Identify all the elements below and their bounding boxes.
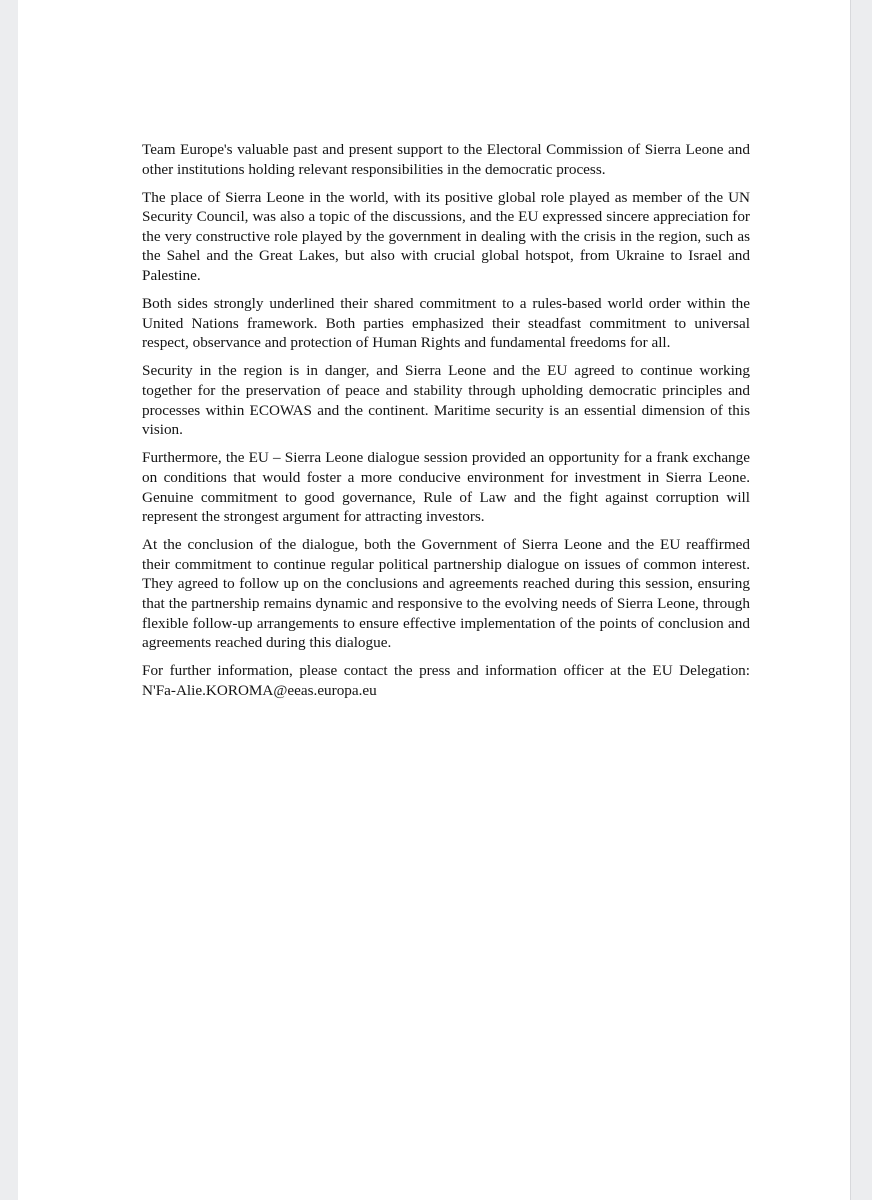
paragraph-contact: For further information, please contact the press and information officer at the EU Delegation: N'Fa-Alie.KOROMA@eeas.europa.eu — [142, 662, 750, 699]
paragraph-electoral-support: Team Europe's valuable past and present support to the Electoral Commission of Sierra Leone and other institutions holding relevant responsibilities in the democratic process. — [142, 141, 750, 178]
paragraph-global-role: The place of Sierra Leone in the world, with its positive global role played as member of the UN Security Council, was also a topic of the discussions, and the EU expressed sincere appreciation for the very constructive role played by the government in dealing with the crisis in the region, such as the Sahel and the Great Lakes, but also with crucial global hotspot, from Ukraine to Israel and Palestine. — [142, 188, 750, 285]
document-page — [18, 0, 851, 1200]
paragraph-regional-security: Security in the region is in danger, and Sierra Leone and the EU agreed to continue working together for the preservation of peace and stability through upholding democratic principles and processes within ECOWAS and the continent. Maritime security is an essential dimension of this vision. — [142, 362, 750, 439]
paragraph-conclusion: At the conclusion of the dialogue, both the Government of Sierra Leone and the EU reaffirmed their commitment to continue regular political partnership dialogue on issues of common interest. They agreed to follow up on the conclusions and agreements reached during this session, ensuring that the partnership remains dynamic and responsive to the evolving needs of Sierra Leone, through flexible follow-up arrangements to ensure effective implementation of the points of conclusion and agreements reached during this dialogue. — [142, 536, 750, 652]
paragraph-rules-based-order: Both sides strongly underlined their shared commitment to a rules-based world order within the United Nations framework. Both parties emphasized their steadfast commitment to universal respect, observance and protection of Human Rights and fundamental freedoms for all. — [142, 295, 750, 352]
document-body — [142, 140, 750, 709]
paragraph-investment: Furthermore, the EU – Sierra Leone dialogue session provided an opportunity for a frank exchange on conditions that would foster a more conducive environment for investment in Sierra Leone. Genuine commitment to good governance, Rule of Law and the fight against corruption will represent the strongest argument for attracting investors. — [142, 449, 750, 526]
